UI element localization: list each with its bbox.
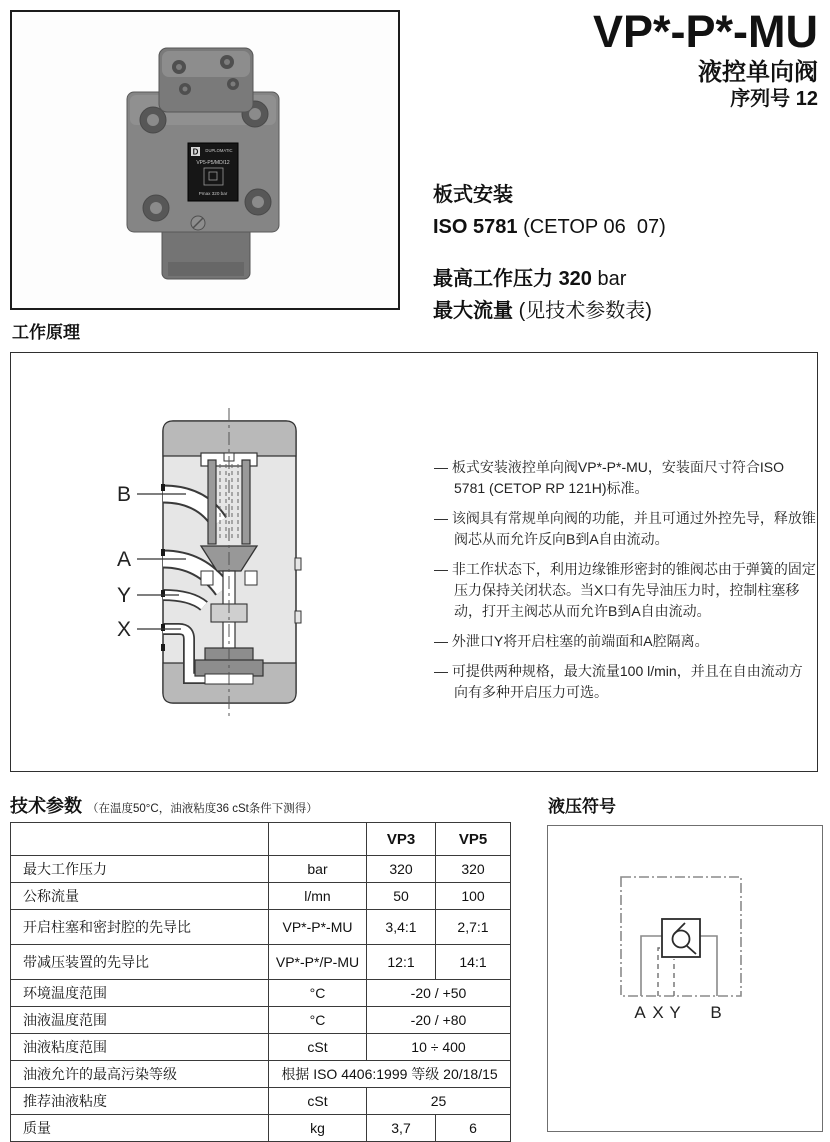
specs-heading-note: （在温度50°C，油液粘度36 cSt条件下测得） [87, 803, 318, 815]
series-number: 序列号 12 [730, 87, 818, 110]
table-row: 开启柱塞和密封腔的先导比 VP*-P*-MU 3,4:1 2,7:1 [11, 910, 511, 945]
mounting-type: 板式安装 [433, 184, 513, 206]
valve-cross-section-diagram [101, 408, 316, 720]
symbol-port-y: Y [669, 1003, 681, 1022]
port-label-x: X [117, 618, 132, 641]
hydraulic-symbol-diagram [548, 826, 820, 1129]
svg-text:D: D [192, 147, 199, 157]
table-row: 推荐油液粘度 cSt 25 [11, 1088, 511, 1115]
nameplate-brand: DUPLOMATIC [205, 148, 233, 153]
symbol-heading: 液压符号 [548, 797, 616, 816]
bullet-item: — 非工作状态下，利用边缘锥形密封的锥阀芯由于弹簧的固定压力保持关闭状态。当X口有先导油压力时，控制柱塞移动，打开主阀芯从而允许B到A自由流动。 [434, 559, 816, 622]
table-row: 油液粘度范围 cSt 10 ÷ 400 [11, 1034, 511, 1061]
mounting-standard [433, 214, 666, 240]
specs-table-wrap [10, 822, 511, 1142]
working-principle-panel [10, 352, 818, 772]
page-subtitle: 液控单向阀 [698, 58, 818, 86]
title-block [593, 8, 818, 110]
table-row: 油液温度范围 °C -20 / +80 [11, 1007, 511, 1034]
port-label-a: A [117, 548, 132, 571]
max-flow-note: (见技术参数表) [518, 300, 652, 322]
bullet-item: — 可提供两种规格，最大流量100 l/min，并且在自由流动方向有多种开启压力可选。 [434, 661, 816, 703]
bullet-item: — 该阀具有常规单向阀的功能，并且可通过外控先导，释放锥阀芯从而允许反向B到A自由流动。 [434, 508, 816, 550]
table-row: 最大工作压力 bar 320 320 [11, 856, 511, 883]
max-pressure-value: 320 [558, 268, 592, 290]
specs-heading-text: 技术参数 [10, 796, 82, 816]
working-principle-heading: 工作原理 [12, 323, 80, 342]
table-row: 公称流量 l/mn 50 100 [11, 883, 511, 910]
table-row: 质量 kg 3,7 6 [11, 1115, 511, 1142]
nameplate-pmax: Pmax 320 bar [198, 191, 228, 196]
col-header-vp3: VP3 [367, 823, 436, 856]
max-pressure-line [433, 266, 666, 292]
max-pressure-label: 最高工作压力 [433, 268, 559, 290]
table-header-row [11, 823, 511, 856]
hydraulic-symbol-panel [547, 825, 823, 1132]
bullet-item: — 板式安装液控单向阀VP*-P*-MU，安装面尺寸符合ISO 5781 (CETOP RP 121H)标准。 [434, 457, 816, 499]
working-principle-bullets [434, 457, 816, 712]
table-row: 环境温度范围 °C -20 / +50 [11, 980, 511, 1007]
port-label-y: Y [117, 584, 132, 607]
table-row: 带减压装置的先导比 VP*-P*/P-MU 12:1 14:1 [11, 945, 511, 980]
valve-photo-illustration [12, 12, 394, 304]
specs-table [10, 822, 511, 1142]
max-pressure-unit: bar [591, 268, 627, 290]
nameplate [188, 143, 238, 201]
bullet-item: — 外泄口Y将开启柱塞的前端面和A腔隔离。 [434, 631, 816, 652]
symbol-port-b: B [710, 1003, 722, 1022]
max-flow-label: 最大流量 [433, 300, 519, 322]
nameplate-model: VP5-P5/MD/12 [196, 160, 230, 166]
intro-block [433, 182, 666, 330]
col-header-vp5: VP5 [436, 823, 511, 856]
port-label-b: B [117, 483, 132, 506]
product-photo-frame [10, 10, 400, 310]
symbol-port-x: X [652, 1003, 664, 1022]
standard-code: ISO 5781 [433, 216, 518, 238]
page-title: VP*-P*-MU [592, 6, 818, 57]
specs-heading [10, 792, 318, 818]
symbol-port-a: A [634, 1003, 646, 1022]
max-flow-line [433, 298, 666, 324]
table-row: 油液允许的最高污染等级 根据 ISO 4406:1999 等级 20/18/15 [11, 1061, 511, 1088]
standard-detail: (CETOP 06 07) [517, 216, 666, 238]
